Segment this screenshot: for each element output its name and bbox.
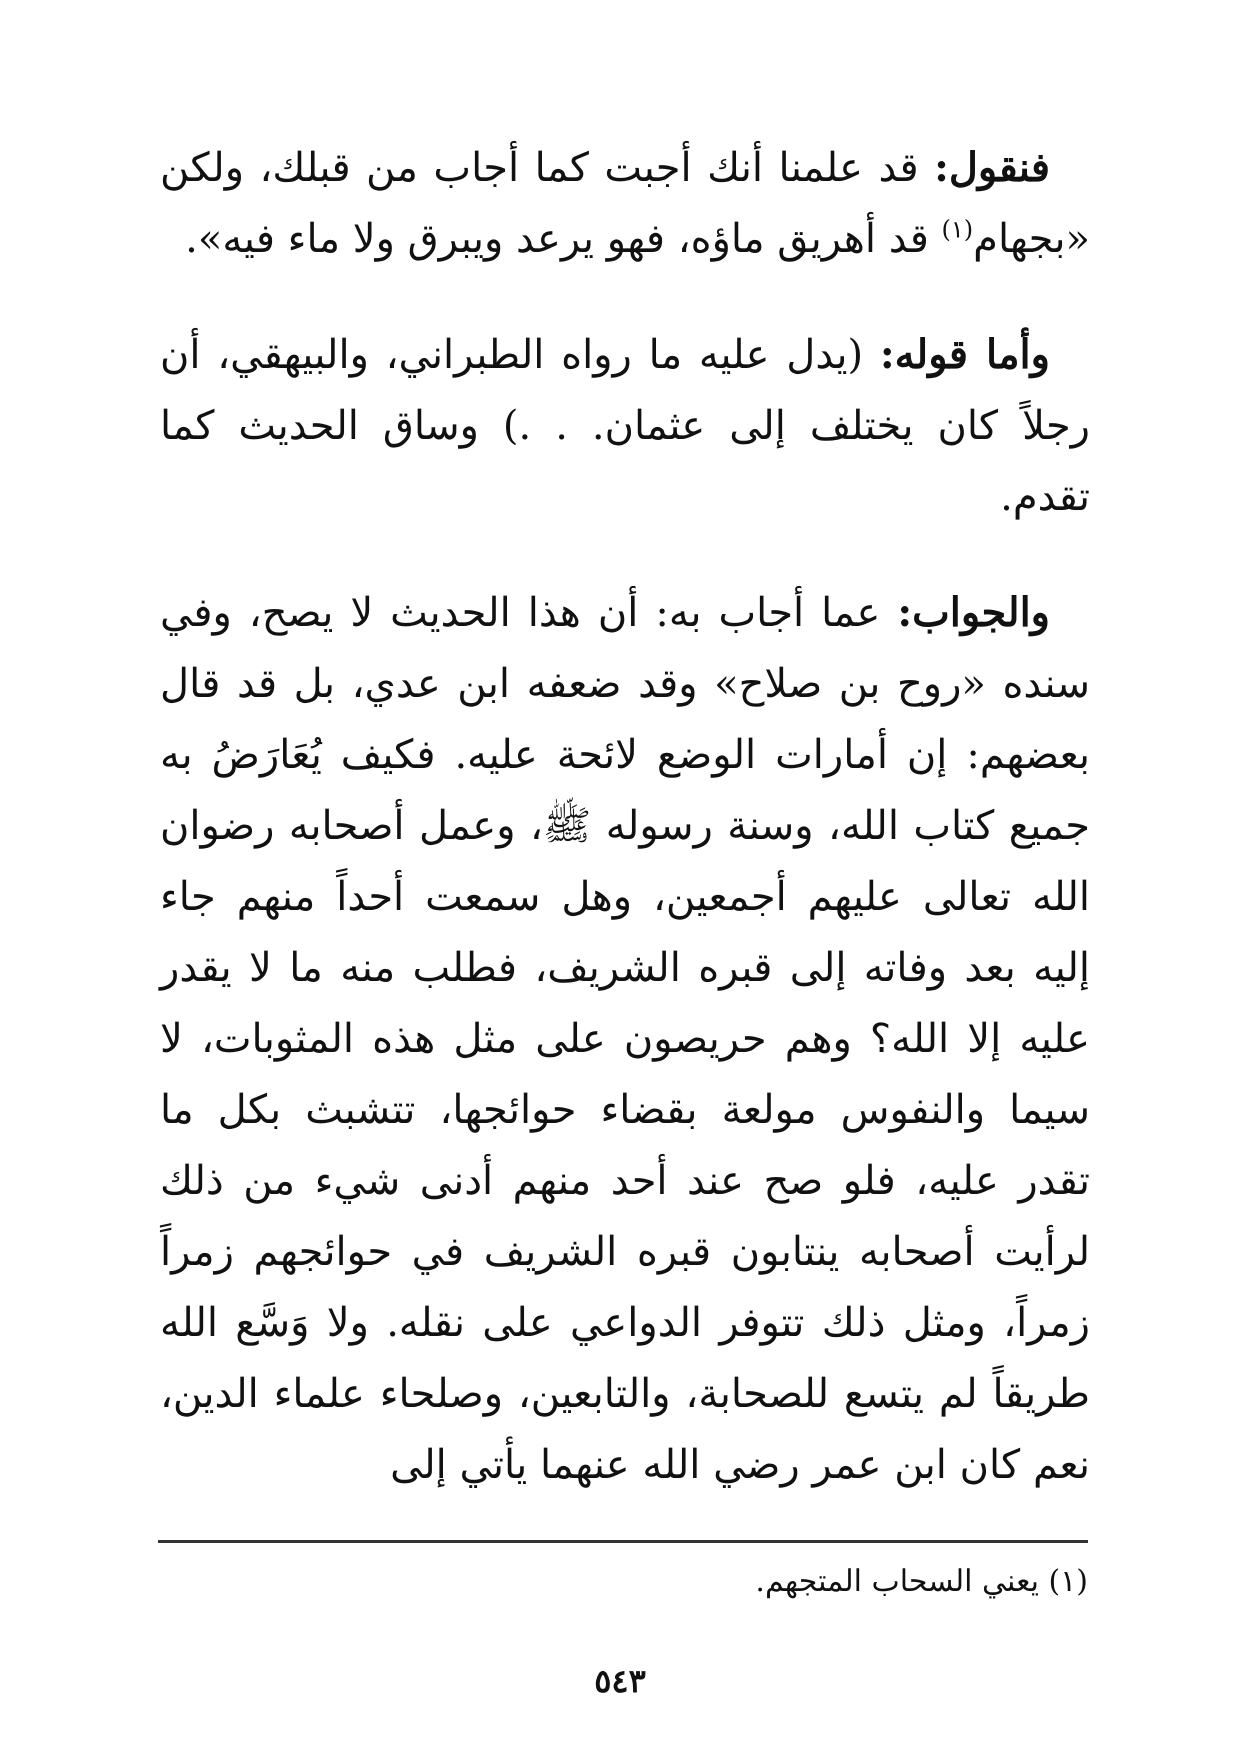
paragraph-2: [160, 319, 1090, 533]
footnote: (١) يعني السحاب المتجهم.: [755, 1564, 1088, 1599]
page-number: ٥٤٣: [594, 1662, 646, 1700]
paragraph-lead: وأما قوله:: [879, 331, 1050, 378]
paragraph-text: عما أجاب به: أن هذا الحديث لا يصح، وفي سنده «روح بن صلاح» وقد ضعفه ابن عدي، بل قد قال بعضهم: إن أمارات الوضع لائحة عليه. فكيف يُعَارَضُ به جميع كتاب الله، وسنة رسوله ﷺ، وعمل أصحابه رضوان الله تعالى عليهم أجمعين، وهل سمعت أحداً منهم جاء إليه بعد وفاته إلى قبره الشريف، فطلب منه ما لا يقدر عليه إلا الله؟ وهم حريصون على مثل هذه المثوبات، لا سيما والنفوس مولعة بقضاء حوائجها، تتشبث بكل ما تقدر عليه، فلو صح عند أحد منهم أدنى شيء من ذلك لرأيت أصحابه ينتابون قبره الشريف في حوائجهم زمراً زمراً، ومثل ذلك تتوفر الدواعي على نقله. ولا وَسَّع الله طريقاً لم يتسع للصحابة، والتابعين، وصلحاء علماء الدين، نعم كان ابن عمر رضي الله عنهما يأتي إلى: [160, 590, 1090, 1488]
footnote-marker: (١): [941, 215, 974, 244]
paragraph-text: (يدل عليه ما رواه الطبراني، والبيهقي، أن رجلاً كان يختلف إلى عثمان. . .) وساق الحديث كما تقدم.: [160, 332, 1090, 520]
paragraph-text: قد أهريق ماؤه، فهو يرعد ويبرق ولا ماء فيه».: [185, 216, 942, 262]
paragraph-3: [160, 577, 1090, 1501]
paragraph-text: قد علمنا أنك أجبت كما أجاب من قبلك، ولكن «بجهام: [160, 145, 1090, 262]
footnote-divider: [158, 1540, 1088, 1543]
paragraph-1: [160, 132, 1090, 275]
body-text: [160, 132, 1090, 1545]
paragraph-lead: والجواب:: [897, 589, 1050, 636]
paragraph-lead: فنقول:: [934, 144, 1050, 191]
